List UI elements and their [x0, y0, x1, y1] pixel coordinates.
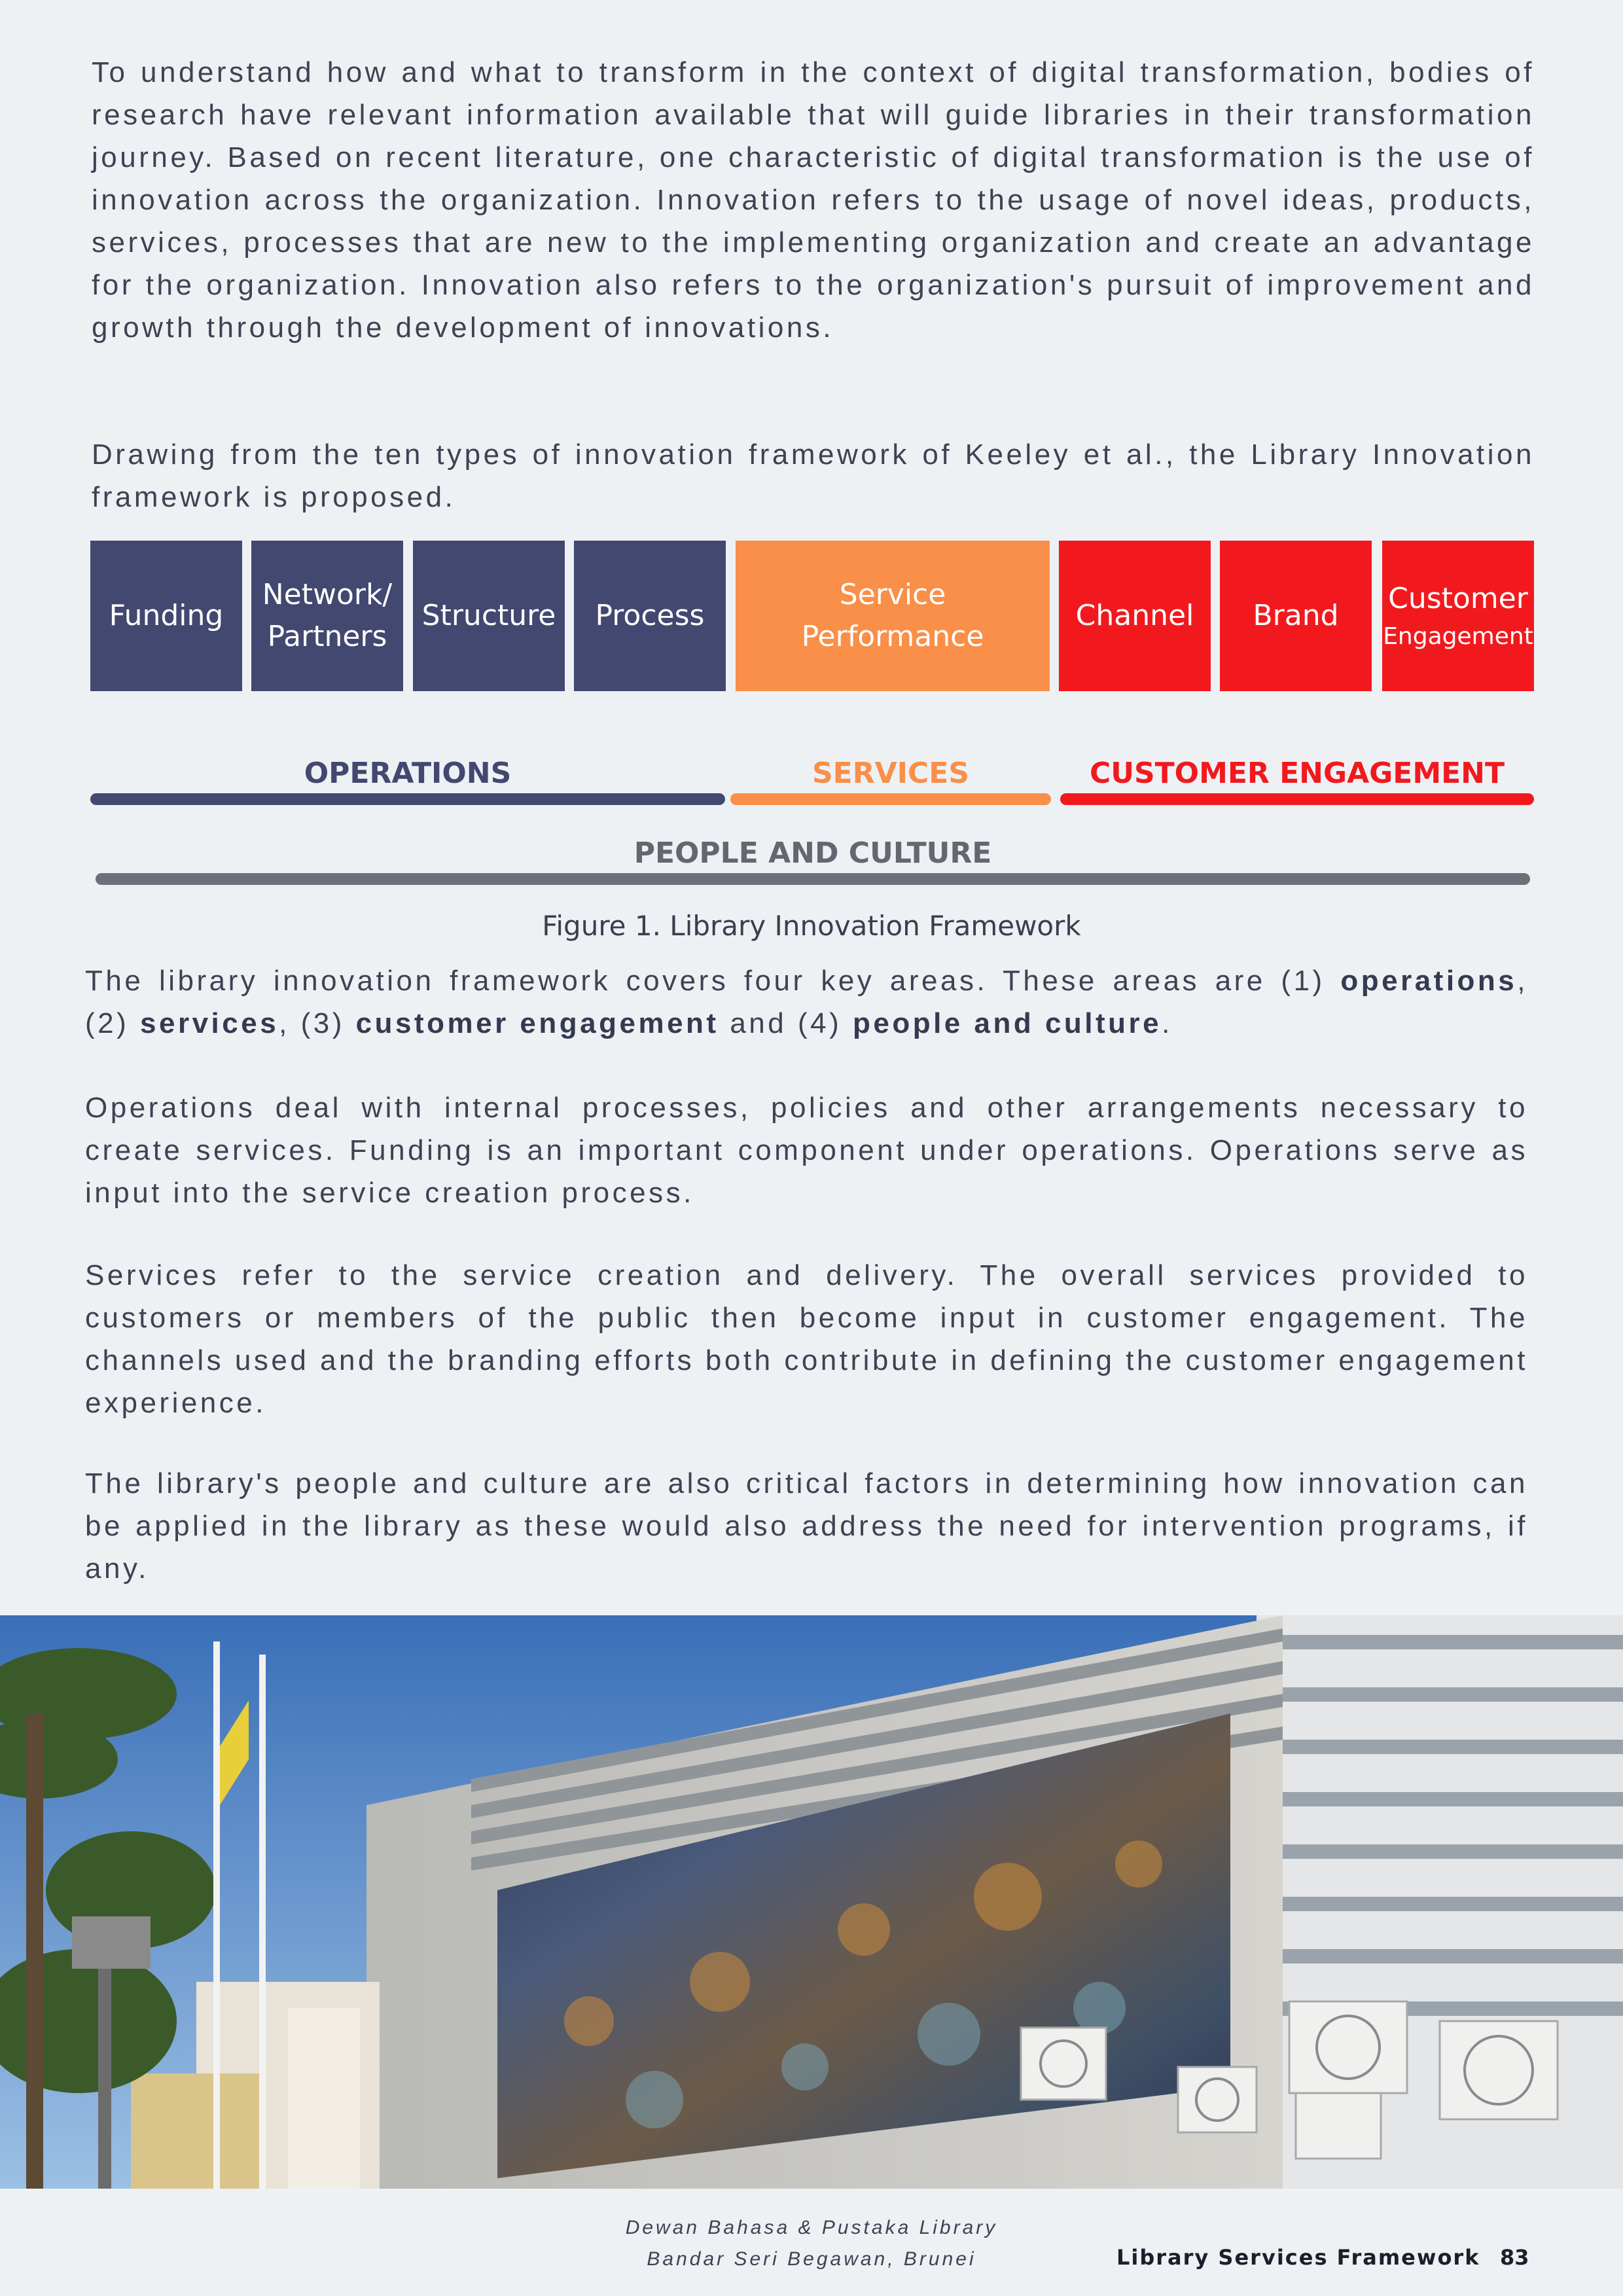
areas-bold-operations: operations	[1340, 965, 1518, 997]
box-service-line2: Performance	[801, 620, 984, 653]
box-network-line2: Partners	[267, 620, 387, 653]
services-paragraph: Services refer to the service creation and delivery. The overall services provided to customers or members of the public then become input in customer engagement. The channels used and the branding efforts both contribute in defining the customer engagement experience.	[85, 1259, 1528, 1419]
intro-paragraph-2: Drawing from the ten types of innovation framework of Keeley et al., the Library Innovation framework is proposed.	[92, 439, 1535, 513]
areas-bold-people-culture: people and culture	[852, 1007, 1162, 1039]
photo-credit	[569, 2212, 1054, 2275]
box-customer-engagement	[1382, 541, 1534, 691]
library-building-photo	[0, 1615, 1623, 2189]
category-people-culture-label: PEOPLE AND CULTURE	[633, 836, 992, 870]
box-process-label: Process	[595, 599, 705, 632]
box-customer-line2: Engagement	[1383, 623, 1533, 650]
box-service-performance	[736, 541, 1050, 691]
box-customer-line1: Customer	[1388, 582, 1528, 615]
box-funding-label: Funding	[109, 599, 224, 632]
photo-credit-line2: Bandar Seri Begawan, Brunei	[647, 2248, 976, 2270]
box-network-line1: Network/	[262, 578, 393, 611]
intro-paragraph-1: To understand how and what to transform in the context of digital transformation, bodies of research have relevant information available that will guide libraries in their transformation journey. Based on recent literature, one characteristic of digital transformation is the use of innovation across the organization. Innovation refers to the usage of novel ideas, products, services, processes that are new to the implementing organization and create an advantage for the organization. Innovation also refers to the organization's pursuit of improvement and growth through the development of innovations.	[92, 56, 1535, 344]
box-network-partners	[251, 541, 403, 691]
box-channel-label: Channel	[1075, 599, 1194, 632]
box-process	[574, 541, 726, 691]
areas-text-2: , (2)	[85, 965, 1528, 1039]
people-paragraph: The library's people and culture are also critical factors in determining how innovation can be applied in the library as these would also address the need for intervention programs, if any.	[85, 1467, 1528, 1585]
areas-text-5: .	[1162, 1007, 1173, 1039]
areas-bold-services: services	[140, 1007, 279, 1039]
customer-engagement-bar	[1060, 793, 1534, 805]
library-building-illustration	[0, 1615, 1623, 2189]
category-customer-engagement-label: CUSTOMER ENGAGEMENT	[1089, 757, 1505, 790]
operations-paragraph: Operations deal with internal processes, policies and other arrangements necessary to create services. Funding is an important component under operations. Operations serve as input into the service creation process.	[85, 1092, 1528, 1209]
operations-bar	[90, 793, 725, 805]
services-bar	[730, 793, 1051, 805]
category-operations-label: OPERATIONS	[304, 757, 512, 790]
areas-paragraph	[85, 960, 1528, 1045]
areas-text-1: The library innovation framework covers four key areas. These areas are (1)	[85, 965, 1341, 997]
box-structure	[413, 541, 565, 691]
figure-caption: Figure 1. Library Innovation Framework	[542, 910, 1081, 942]
box-brand-label: Brand	[1253, 599, 1339, 632]
areas-text-4: and (4)	[719, 1007, 853, 1039]
areas-bold-customer-engagement: customer engagement	[355, 1007, 719, 1039]
page-number: 83	[1500, 2245, 1529, 2270]
box-funding	[90, 541, 242, 691]
footer-document-title: Library Services Framework	[1116, 2245, 1480, 2270]
box-structure-label: Structure	[421, 599, 556, 632]
box-service-line1: Service	[839, 578, 946, 611]
box-brand	[1220, 541, 1372, 691]
photo-credit-line1: Dewan Bahasa & Pustaka Library	[625, 2217, 998, 2238]
areas-text-3: , (3)	[279, 1007, 356, 1039]
box-channel	[1059, 541, 1211, 691]
people-culture-bar	[96, 873, 1530, 885]
category-services-label: SERVICES	[812, 757, 970, 790]
